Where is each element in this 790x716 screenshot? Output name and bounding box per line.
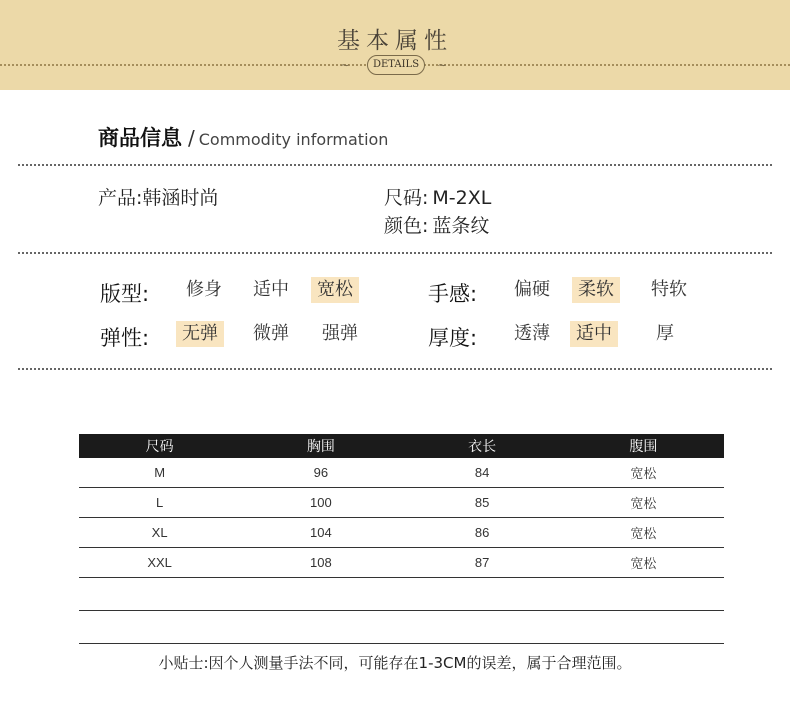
fit-option-regular: 适中 — [253, 279, 289, 300]
cell-size: L — [79, 488, 240, 518]
dotted-divider — [18, 252, 772, 254]
fit-option-loose: 宽松 — [311, 277, 359, 303]
table-row-empty — [79, 611, 724, 644]
empty-cell — [563, 578, 724, 611]
thickness-option-thin: 透薄 — [514, 323, 550, 344]
cell-length: 86 — [402, 518, 563, 548]
elasticity-option-strong: 强弹 — [322, 323, 358, 344]
size-chart-table — [79, 434, 724, 644]
section-title-zh: 商品信息 — [98, 126, 182, 150]
product-name-label: 产品: — [98, 187, 143, 209]
table-row — [79, 458, 724, 488]
cell-chest: 96 — [240, 458, 401, 488]
empty-cell — [563, 611, 724, 644]
cell-chest: 104 — [240, 518, 401, 548]
color-label: 颜色: — [384, 215, 429, 237]
thickness-option-thick: 厚 — [656, 323, 674, 344]
details-badge: DETAILS — [367, 55, 425, 75]
column-header-length: 衣长 — [402, 434, 563, 458]
column-header-chest: 胸围 — [240, 434, 401, 458]
cell-size: M — [79, 458, 240, 488]
right-flourish-icon: ∼ — [437, 58, 448, 72]
fit-label: 版型: — [100, 282, 150, 306]
section-title-en: Commodity information — [198, 130, 389, 149]
size-range-value: M-2XL — [432, 187, 492, 209]
cell-chest: 100 — [240, 488, 401, 518]
feel-option-soft: 柔软 — [572, 277, 620, 303]
product-name-value: 韩涵时尚 — [142, 187, 219, 209]
section-separator: / — [188, 126, 195, 150]
cell-waist: 宽松 — [563, 458, 724, 488]
empty-cell — [79, 611, 240, 644]
cell-chest: 108 — [240, 548, 401, 578]
table-row-empty — [79, 578, 724, 611]
cell-length: 85 — [402, 488, 563, 518]
color-value: 蓝条纹 — [432, 215, 490, 237]
left-flourish-icon: ∼ — [340, 58, 351, 72]
feel-option-extra-soft: 特软 — [651, 279, 687, 300]
column-header-size: 尺码 — [79, 434, 240, 458]
cell-size: XL — [79, 518, 240, 548]
feel-label: 手感: — [428, 282, 478, 306]
cell-length: 84 — [402, 458, 563, 488]
cell-waist: 宽松 — [563, 518, 724, 548]
fit-option-slim: 修身 — [186, 279, 222, 300]
size-range-label: 尺码: — [384, 187, 429, 209]
elasticity-label: 弹性: — [100, 326, 150, 350]
cell-length: 87 — [402, 548, 563, 578]
elasticity-option-none: 无弹 — [176, 321, 224, 347]
elasticity-option-slight: 微弹 — [253, 323, 289, 344]
empty-cell — [240, 578, 401, 611]
size-range-row — [384, 183, 491, 210]
header-banner — [0, 0, 790, 90]
table-row — [79, 488, 724, 518]
thickness-option-medium: 适中 — [570, 321, 618, 347]
banner-title: 基本属性 — [337, 28, 453, 54]
column-header-waist: 腹围 — [563, 434, 724, 458]
color-row — [384, 211, 489, 238]
table-row — [79, 548, 724, 578]
measurement-tip: 小贴士:因个人测量手法不同，可能存在1-3CM的误差，属于合理范围。 — [158, 654, 632, 672]
table-row — [79, 518, 724, 548]
empty-cell — [79, 578, 240, 611]
cell-waist: 宽松 — [563, 548, 724, 578]
dotted-divider — [18, 368, 772, 370]
product-name-row — [98, 183, 218, 210]
dotted-divider — [18, 164, 772, 166]
cell-waist: 宽松 — [563, 488, 724, 518]
empty-cell — [402, 611, 563, 644]
empty-cell — [240, 611, 401, 644]
section-heading — [98, 122, 388, 152]
cell-size: XXL — [79, 548, 240, 578]
feel-option-stiff: 偏硬 — [514, 279, 550, 300]
table-header-row — [79, 434, 724, 458]
empty-cell — [402, 578, 563, 611]
thickness-label: 厚度: — [428, 326, 478, 350]
